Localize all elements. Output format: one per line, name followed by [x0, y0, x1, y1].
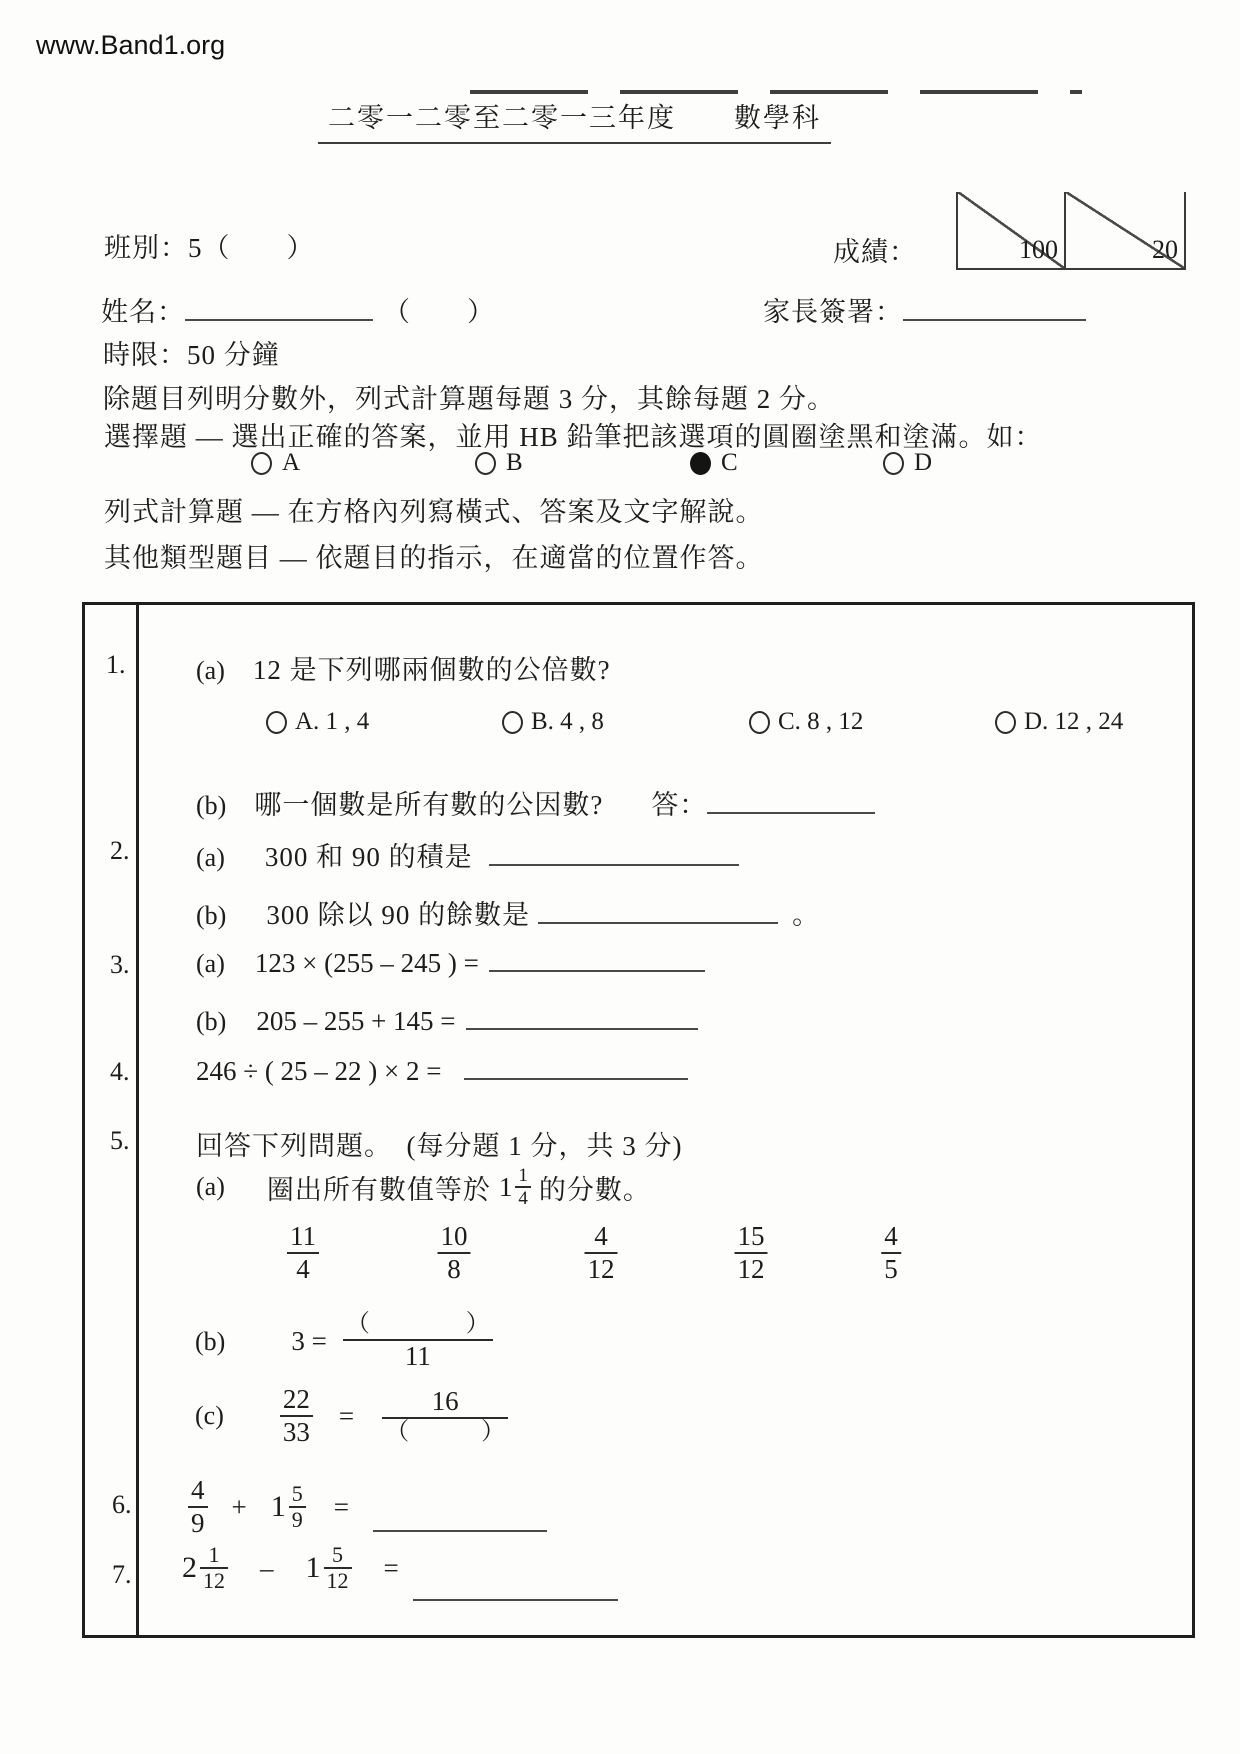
q5a-fraction-1-den: 4 — [296, 1254, 310, 1285]
q1-option-c-circle[interactable] — [749, 711, 770, 734]
q5c-line — [195, 1385, 508, 1447]
q6-answer-blank[interactable] — [373, 1516, 547, 1533]
q4-answer-blank[interactable] — [464, 1063, 688, 1080]
parent-sign-row — [763, 290, 1086, 329]
q7-m1-den: 12 — [203, 1568, 225, 1594]
q5b-frac-den: 11 — [404, 1340, 431, 1371]
rule-other: 其他類型題目 — 依題目的指示，在適當的位置作答。 — [104, 543, 764, 573]
q5a-mixed-num: 1 — [518, 1165, 528, 1186]
score-table — [956, 192, 1186, 270]
q1b-part-label: (b) — [196, 791, 227, 820]
q1-option-b — [502, 708, 604, 736]
q7-m1-num: 1 — [208, 1542, 220, 1567]
q3a-expression: 123 × (255 – 245 ) = — [254, 948, 479, 978]
redacted-school-name — [470, 90, 1082, 94]
name-class-number-paren: （ ） — [383, 297, 495, 327]
score-cell-weighted[interactable] — [1064, 192, 1186, 268]
q5a-fraction-4[interactable] — [735, 1222, 768, 1284]
q1-option-c — [749, 708, 863, 736]
q5c-frac2-den-blank[interactable]: （ ） — [385, 1418, 506, 1445]
q7-m1-whole: 2 — [182, 1551, 197, 1585]
q7-m2-num: 5 — [332, 1542, 343, 1567]
q4-line — [196, 1056, 688, 1087]
q1a-line — [196, 648, 611, 687]
q6-mixed-den: 9 — [291, 1507, 303, 1533]
q6-mixed-whole: 1 — [270, 1490, 286, 1524]
q6-mixed-fraction — [289, 1480, 306, 1533]
q5a-line — [196, 1166, 651, 1208]
q5-intro: 回答下列問題。 (每分題 1 分，共 3 分) — [196, 1131, 683, 1161]
q5a-fraction-2[interactable] — [438, 1222, 471, 1284]
q6-number: 6. — [112, 1490, 132, 1519]
q5a-fraction-2-den: 8 — [447, 1254, 461, 1285]
q5c-equals: = — [338, 1400, 355, 1431]
q5c-frac1-den: 33 — [282, 1417, 310, 1448]
q7-operator: – — [260, 1552, 274, 1583]
q6-mixed-number — [270, 1480, 306, 1533]
q2b-text: 300 除以 90 的餘數是 — [266, 900, 531, 930]
q6-operator: + — [231, 1491, 247, 1522]
q2a-part-label: (a) — [196, 843, 225, 872]
rule-calculation: 列式計算題 — 在方格內列寫橫式、答案及文字解說。 — [104, 497, 764, 527]
name-blank[interactable] — [185, 293, 373, 321]
q7-m1-fraction — [200, 1544, 228, 1593]
q5a-mixed-fraction — [515, 1166, 531, 1208]
q1a-part-label: (a) — [196, 656, 225, 685]
q6-line — [188, 1476, 547, 1538]
q7-line — [182, 1544, 399, 1593]
q5a-mixed-whole: 1 — [498, 1171, 513, 1202]
q6-mixed-num: 5 — [291, 1480, 303, 1506]
q3b-answer-blank[interactable] — [466, 1013, 698, 1030]
q5b-part-label: (b) — [195, 1326, 226, 1356]
example-circle-b-icon — [475, 452, 496, 475]
q5a-fraction-5-num: 4 — [884, 1221, 898, 1251]
q5a-text-post: 的分數。 — [538, 1174, 651, 1205]
score-max-weighted: 20 — [1152, 235, 1178, 264]
q2b-line — [196, 893, 820, 932]
site-watermark: www.Band1.org — [36, 30, 226, 60]
example-label-a: A — [282, 449, 301, 476]
score-label: 成績： — [833, 237, 917, 267]
q5c-frac1-num: 22 — [282, 1384, 310, 1414]
q2-number: 2. — [110, 836, 130, 865]
q5a-text-pre: 圈出所有數值等於 — [266, 1174, 491, 1205]
q2a-line — [196, 835, 739, 874]
parent-sign-blank[interactable] — [903, 293, 1086, 321]
q1b-answer-blank[interactable] — [707, 797, 875, 814]
q5c-answer-fraction[interactable] — [382, 1387, 508, 1446]
q7-number: 7. — [112, 1560, 132, 1589]
q7-mixed-number-2 — [306, 1544, 352, 1593]
q5b-answer-fraction[interactable] — [343, 1312, 493, 1371]
q5b-line — [195, 1312, 493, 1371]
q5a-fraction-2-num: 10 — [440, 1221, 468, 1251]
q2a-answer-blank[interactable] — [489, 849, 739, 866]
example-circle-a-icon — [251, 452, 272, 475]
q3-number: 3. — [110, 950, 130, 979]
q1-option-d-circle[interactable] — [995, 711, 1016, 734]
q5a-fraction-3-num: 4 — [594, 1221, 608, 1251]
q1-option-b-circle[interactable] — [502, 711, 523, 734]
q1b-answer-label: 答： — [651, 790, 708, 820]
q5a-fraction-1-num: 11 — [290, 1221, 316, 1251]
q5-number: 5. — [110, 1126, 130, 1155]
q3a-answer-blank[interactable] — [489, 955, 705, 972]
q5b-frac-num-blank[interactable]: （ ） — [345, 1311, 490, 1337]
q5a-fraction-3[interactable] — [585, 1222, 618, 1284]
q1-number: 1. — [106, 650, 126, 679]
q2b-part-label: (b) — [196, 901, 227, 930]
example-option-c — [690, 449, 738, 477]
example-option-d — [883, 449, 932, 477]
q3b-part-label: (b) — [196, 1007, 227, 1036]
score-max-full: 100 — [1019, 235, 1058, 264]
q1-option-b-label: B. 4 , 8 — [531, 708, 604, 735]
q7-m2-den: 12 — [326, 1568, 349, 1594]
q6-f1-num: 4 — [191, 1475, 205, 1505]
q3b-line — [196, 1006, 698, 1037]
q5a-part-label: (a) — [196, 1172, 225, 1201]
q5c-part-label: (c) — [195, 1401, 224, 1431]
q1-option-a-label: A. 1 , 4 — [295, 708, 370, 735]
name-label: 姓名： — [101, 297, 185, 327]
q1-option-c-label: C. 8 , 12 — [778, 708, 864, 735]
q5a-fraction-1[interactable] — [287, 1222, 319, 1284]
q5a-fraction-5[interactable] — [881, 1222, 901, 1284]
q7-m2-whole: 1 — [305, 1551, 321, 1585]
parent-sign-label: 家長簽署： — [763, 297, 903, 327]
q6-f1-den: 9 — [191, 1508, 205, 1539]
example-label-c: C — [721, 449, 738, 476]
q1-option-a-circle[interactable] — [266, 711, 287, 734]
q6-fraction-1 — [188, 1476, 208, 1538]
q1-option-d — [995, 708, 1123, 736]
rule-multiple-choice: 選擇題 — 選出正確的答案，並用 HB 鉛筆把該選項的圓圈塗黑和塗滿。如： — [104, 422, 1043, 452]
q7-mixed-number-1 — [182, 1544, 228, 1593]
q5a-fraction-4-num: 15 — [737, 1221, 765, 1251]
q5c-frac2-num: 16 — [431, 1385, 459, 1416]
example-label-b: B — [506, 449, 523, 476]
page-title: 二零一二零至二零一三年度 數學科 — [318, 96, 831, 144]
q7-answer-blank[interactable] — [413, 1584, 618, 1601]
example-circle-c-filled-icon — [690, 452, 711, 475]
q1-option-a — [266, 708, 369, 736]
question-number-column-divider — [136, 602, 139, 1638]
class-field: 班別：5（ ） — [104, 233, 315, 263]
q1b-text: 哪一個數是所有數的公因數? — [254, 790, 604, 820]
q1-option-d-label: D. 12 , 24 — [1024, 708, 1124, 735]
q7-equals: = — [383, 1552, 399, 1583]
q5a-mixed-den: 4 — [518, 1188, 528, 1209]
q5a-target-mixed-number — [499, 1166, 531, 1208]
example-option-a — [251, 449, 300, 477]
q2b-period: 。 — [792, 900, 821, 930]
q3a-line — [196, 948, 705, 979]
time-limit: 時限：50 分鐘 — [103, 340, 280, 370]
score-cell-full[interactable] — [956, 192, 1064, 268]
q4-expression: 246 ÷ ( 25 – 22 ) × 2 = — [196, 1056, 442, 1086]
q2b-answer-blank[interactable] — [538, 907, 778, 924]
q1b-line — [196, 783, 875, 822]
q7-m2-fraction — [324, 1544, 352, 1593]
q5a-fraction-4-den: 12 — [737, 1254, 765, 1285]
name-row — [101, 290, 495, 329]
rule-scoring: 除題目列明分數外，列式計算題每題 3 分，其餘每題 2 分。 — [103, 384, 835, 414]
example-circle-d-icon — [883, 452, 904, 475]
q5b-lhs: 3 = — [291, 1326, 327, 1357]
q2a-text: 300 和 90 的積是 — [264, 842, 473, 872]
q1a-text: 12 是下列哪兩個數的公倍數? — [252, 655, 611, 685]
q3b-expression: 205 – 255 + 145 = — [256, 1006, 456, 1036]
q6-equals: = — [333, 1491, 349, 1522]
q3a-part-label: (a) — [196, 949, 225, 978]
q5a-fraction-3-den: 12 — [587, 1254, 615, 1285]
q4-number: 4. — [110, 1057, 130, 1086]
q5c-given-fraction — [280, 1385, 313, 1447]
example-option-b — [475, 449, 523, 477]
q5a-fraction-5-den: 5 — [884, 1254, 898, 1285]
example-label-d: D — [914, 449, 933, 476]
